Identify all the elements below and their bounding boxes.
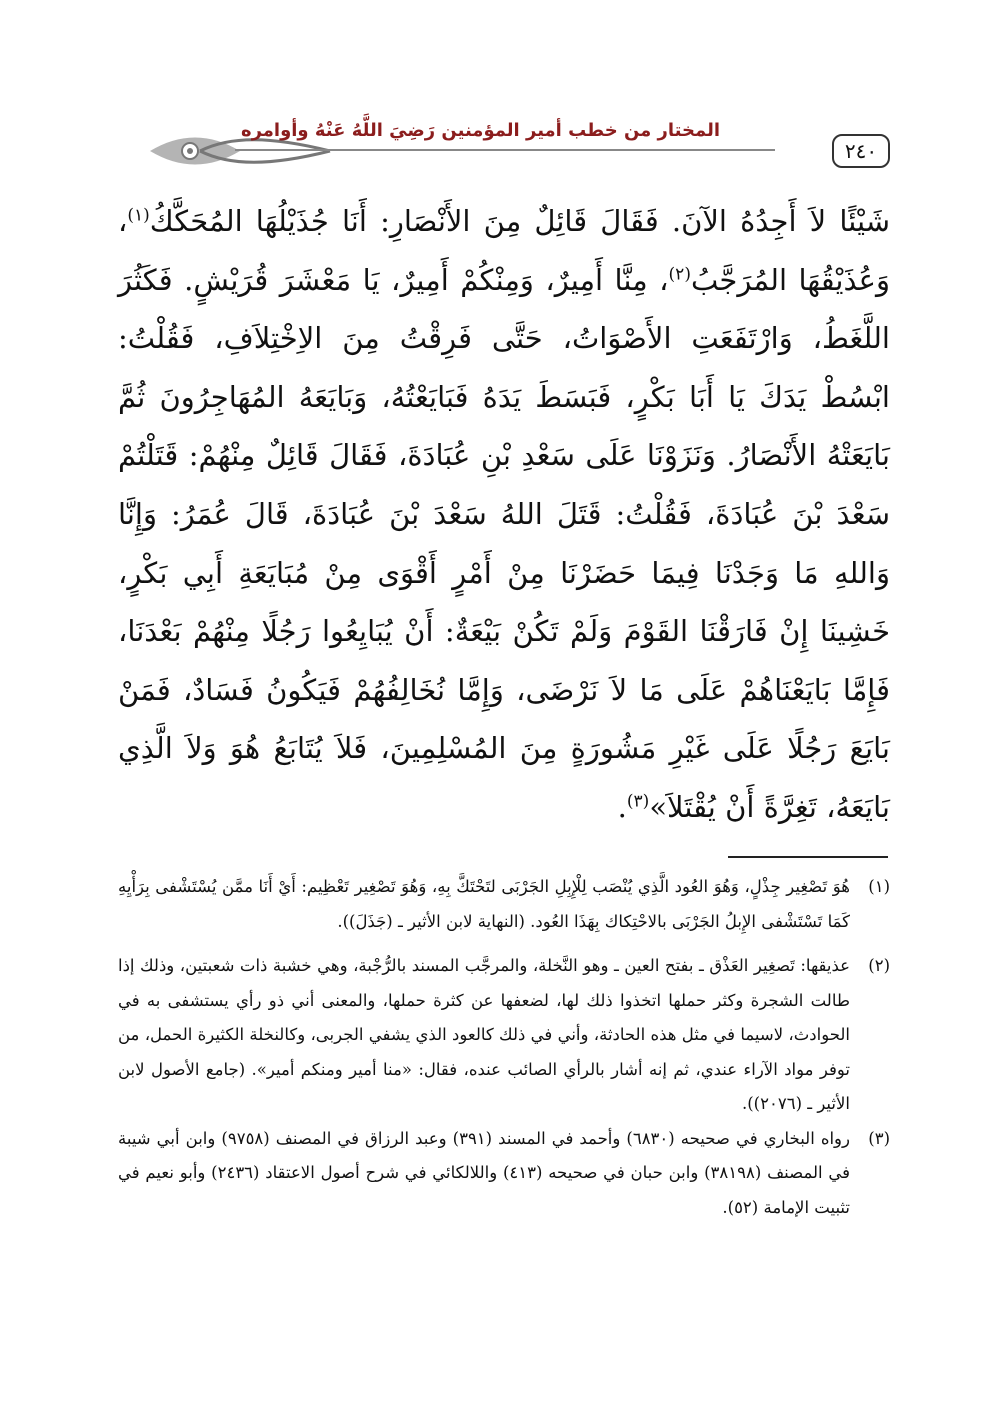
page-number: ٢٤٠ bbox=[832, 134, 890, 168]
footnote-ref-1[interactable]: (١) bbox=[127, 205, 150, 226]
footnote-item bbox=[118, 870, 890, 939]
footnote-text: هُوَ تَصْغِير جِذْلٍ، وَهُوَ العُود الَّذِي يُنْصَب لِلْإِبِلِ الجَرْبَى لتَحْتَكَّ بِهِ، وَهُوَ تَصْغِير تَعْظِيم: أَيْ أَنَا ممَّن يُسْتَشْفى بِرَأْيِهِ كَمَا تَسْتَشْفى الإِبلُ الجَرْبَى بالاحْتِكاك بِهَذَا العُود. (النهاية لابن الأثير ـ (جَذَلَ)). bbox=[118, 877, 850, 931]
main-text bbox=[118, 192, 890, 837]
footnotes bbox=[118, 870, 890, 1225]
text-segment: شَيْئًا لاَ أَجِدُهُ الآنَ. فَقَالَ قَائِلٌ مِنَ الأَنْصَارِ: أَنَا جُذَيْلُهَا المُحَكَّكُ bbox=[149, 204, 890, 238]
footnote-text: عذيقها: تَصغِير العَذْق ـ بفتح العين ـ وهو النَّخلة، والمرجَّب المسند بالرُّجْبة، وهي خشبة ذات شعبتين، وذلك إذا طالت الشجرة وكثر حملها اتخذوا ذلك لها، لضعفها عن كثرة حملها، والمعنى أني ذو رأي يستشفى به في الحوادث، لاسيما في مثل هذه الحادثة، وأني في ذلك كالعود الذي يشفي الجربى، وكالنخلة الكثيرة الحمل، من توفر مواد الآراء عندي، ثم إنه أشار بالرأي الصائب عنده، فقال: «منا أمير ومنكم أمير». (جامع الأصول لابن الأثير ـ (٢٠٧٦)). bbox=[118, 956, 850, 1113]
header-rule bbox=[235, 144, 775, 156]
text-segment: ، وَعُذَيْقُهَا المُرَجَّبُ bbox=[118, 204, 890, 297]
footnote-number: (٢) bbox=[868, 956, 890, 975]
footnote-number: (١) bbox=[868, 877, 890, 896]
footnote-ref-3[interactable]: (٣) bbox=[626, 791, 650, 812]
text-segment: ، مِنَّا أَمِيرٌ، وَمِنْكُمْ أَمِيرٌ، يَا مَعْشَرَ قُرَيْشٍ. فَكَثُرَ اللَّغَطُ، وَارْتَفَعَتِ الأَصْوَاتُ، حَتَّى فَرِقْتُ مِنَ الاِخْتِلاَفِ، فَقُلْتُ: ابْسُطْ يَدَكَ يَا أَبَا بَكْرٍ، فَبَسَطَ يَدَهُ فَبَايَعْتُهُ، وَبَايَعَهُ المُهَاجِرُونَ ثُمَّ بَايَعَتْهُ الأَنْصَارُ. وَنَزَوْنَا عَلَى سَعْدِ بْنِ عُبَادَةَ، فَقَالَ قَائِلٌ مِنْهُمْ: قَتَلْتُمْ سَعْدَ بْنَ عُبَادَةَ، فَقُلْتُ: قَتَلَ اللهُ سَعْدَ بْنَ عُبَادَةَ، قَالَ عُمَرُ: وَإِنَّا وَاللهِ مَا وَجَدْنَا فِيمَا حَضَرْنَا مِنْ أَمْرٍ أَقْوَى مِنْ مُبَايَعَةِ أَبِي بَكْرٍ، خَشِينَا إِنْ فَارَقْنَا القَوْمَ وَلَمْ تَكُنْ بَيْعَةٌ: أَنْ يُبَايِعُوا رَجُلًا مِنْهُمْ بَعْدَنَا، فَإِمَّا بَايَعْنَاهُمْ عَلَى مَا لاَ نَرْضَى، وَإِمَّا نُخَالِفُهُمْ فَيَكُونُ فَسَادٌ، فَمَنْ بَايَعَ رَجُلًا عَلَى غَيْرِ مَشُورَةٍ مِنَ المُسْلِمِينَ، فَلاَ يُتَابَعُ هُوَ وَلاَ الَّذِي بَايَعَهُ، تَغِرَّةً أَنْ يُقْتَلاَ» bbox=[118, 262, 890, 824]
footnote-text: رواه البخاري في صحيحه (٦٨٣٠) وأحمد في المسند (٣٩١) وعبد الرزاق في المصنف (٩٧٥٨) وابن أبي شيبة في المصنف (٣٨١٩٨) وابن حبان في صحيحه (٤١٣) واللالكائي في شرح أصول الاعتقاد (٢٤٣٦) وأبو نعيم في تثبيت الإمامة (٥٢). bbox=[118, 1128, 851, 1217]
footnote-separator bbox=[728, 856, 888, 858]
footnote-ref-2[interactable]: (٢) bbox=[668, 263, 691, 284]
footnote-item bbox=[118, 1122, 890, 1226]
footnote-item bbox=[118, 949, 890, 1122]
running-header bbox=[140, 118, 890, 188]
header-title: المختار من خطب أمير المؤمنين رَضِيَ اللَّهُ عَنْهُ وأوامره bbox=[240, 120, 720, 141]
text-segment: . bbox=[617, 789, 627, 824]
footnote-number: (٣) bbox=[868, 1128, 890, 1148]
